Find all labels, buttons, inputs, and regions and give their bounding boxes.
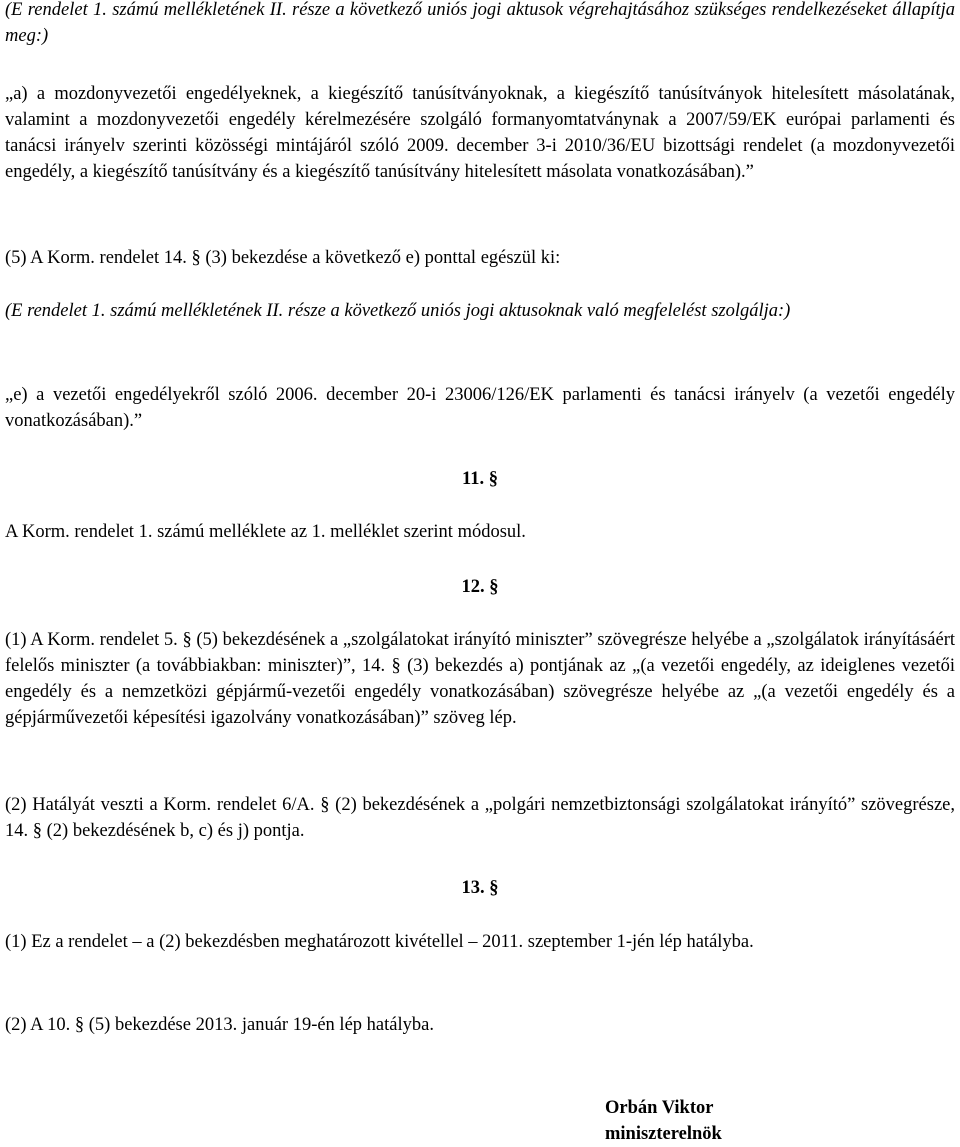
paragraph-13-1: (1) Ez a rendelet – a (2) bekezdésben meghatározott kivétellel – 2011. szeptember 1-jén lép hatályba. [5, 932, 754, 952]
section-heading-11: 11. § [462, 469, 498, 489]
intro-italic-1: (E rendelet 1. számú mellékletének II. része a következő uniós jogi aktusok végrehajtásához szükséges rendelkezéseket állapítja meg:) [5, 0, 955, 46]
paragraph-12-1: (1) A Korm. rendelet 5. § (5) bekezdésének a „szolgálatokat irányító miniszter” szövegrésze helyébe a „szolgálatok irányításáért felelős miniszter (a továbbiakban: miniszter)”, 14. § (3) bekezdés a) pontjának az „(a vezetői engedély, az ideiglenes vezetői engedély és a nemzetközi gépjármű-vezetői engedély vonatkozásában) szövegrésze helyébe az „(a vezetői engedély és a gépjárművezetői képesítési igazolvány vonatkozásában)” szöveg lép. [5, 630, 955, 728]
paragraph-a-point: „a) a mozdonyvezetői engedélyeknek, a kiegészítő tanúsítványoknak, a kiegészítő tanúsítványok hitelesített másolatának, valamint a mozdonyvezetői engedély kérelmezésére szolgáló formanyomtatványnak a 2007/59/EK európai parlamenti és tanácsi irányelv szerinti közösségi mintájáról szóló 2009. december 3-i 2010/36/EU bizottsági rendelet (a mozdonyvezetői engedély, a kiegészítő tanúsítvány és a kiegészítő tanúsítvány hitelesített másolata vonatkozásában).” [5, 84, 955, 182]
paragraph-12-2: (2) Hatályát veszti a Korm. rendelet 6/A. § (2) bekezdésének a „polgári nemzetbiztonsági szolgálatokat irányító” szövegrésze, 14. § (2) bekezdésének b, c) és j) pontja. [5, 795, 955, 841]
signatory-name: Orbán Viktor [605, 1098, 714, 1118]
paragraph-11: A Korm. rendelet 1. számú melléklete az 1. melléklet szerint módosul. [5, 522, 526, 542]
paragraph-e-point: „e) a vezetői engedélyekről szóló 2006. december 20-i 23006/126/EK parlamenti és tanácsi irányelv (a vezetői engedély vonatkozásában).” [5, 385, 955, 431]
signature-block [605, 1095, 855, 1147]
signatory-title: miniszterelnök [605, 1124, 722, 1144]
section-heading-12: 12. § [461, 577, 499, 597]
section-heading-13: 13. § [461, 878, 499, 898]
paragraph-13-2: (2) A 10. § (5) bekezdése 2013. január 19-én lép hatályba. [5, 1015, 434, 1035]
intro-italic-2: (E rendelet 1. számú mellékletének II. része a következő uniós jogi aktusoknak való megfelelést szolgálja:) [5, 301, 791, 321]
paragraph-5: (5) A Korm. rendelet 14. § (3) bekezdése a következő e) ponttal egészül ki: [5, 248, 561, 268]
